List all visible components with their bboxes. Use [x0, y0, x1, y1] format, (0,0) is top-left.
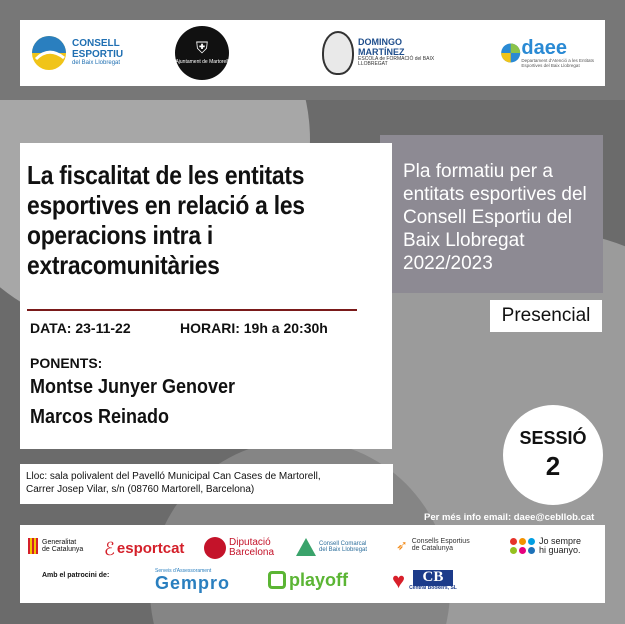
diputacio-icon	[204, 537, 226, 559]
consell-comarcal-line-1: Consell Comarcal	[319, 540, 367, 547]
esportcat-icon: ℰ	[104, 539, 115, 559]
gempro-name: Gempro	[155, 573, 231, 594]
gempro-logo	[155, 569, 230, 593]
generalitat-line-1: Generalitat	[42, 538, 77, 546]
generalitat-logo	[28, 538, 83, 554]
consell-comarcal-logo	[296, 538, 367, 556]
diputacio-logo	[204, 537, 274, 559]
session-number: 2	[545, 451, 561, 481]
location-line-1: Lloc: sala polivalent del Pavelló Municipal Can Cases de Martorell,	[26, 471, 321, 482]
session-title: La fiscalitat de les entitats esportives en relació a les operacions intra i extracomunitàries	[27, 160, 305, 280]
ajuntament-label: Ajuntament de Martorell	[175, 58, 229, 65]
consells-esportius-line-2: de Catalunya	[411, 545, 453, 553]
location-box	[20, 464, 393, 504]
location-line-2: Carrer Josep Vilar, s/n (08760 Martorell, Barcelona)	[26, 484, 255, 495]
dots-icon	[510, 538, 535, 554]
consell-label: CONSELL	[72, 38, 120, 50]
daee-subtitle: Departament d'Atenció a les Entitats Esportives del Baix Llobregat	[521, 57, 595, 68]
playoff-label: playoff	[289, 570, 349, 590]
portrait-icon	[322, 31, 354, 75]
daee-logo	[500, 26, 600, 80]
cb-subtitle: Central Bookers, SL	[409, 584, 457, 591]
consell-esportiu-logo	[30, 26, 140, 80]
speakers-label: PONENTS:	[30, 355, 103, 371]
esportcat-label: esportcat	[116, 540, 185, 558]
generalitat-line-2: de Catalunya	[42, 546, 84, 553]
jo-sempre-line-2: hi guanyo.	[539, 545, 581, 556]
central-bookers-logo	[392, 569, 457, 592]
runner-icon: ➶	[396, 537, 408, 553]
baix-llobregat-label: del Baix Llobregat	[72, 60, 121, 67]
consell-comarcal-line-2: del Baix Llobregat	[319, 547, 368, 553]
daee-icon	[500, 35, 521, 71]
session-label: SESSIÓ	[519, 428, 587, 448]
sponsorship-label: Amb el patrocini de:	[42, 572, 110, 579]
consells-esportius-logo	[396, 538, 470, 553]
daee-name: daee	[521, 36, 567, 59]
cb-name: CB	[413, 570, 454, 586]
playoff-logo	[268, 571, 348, 590]
playoff-icon	[268, 571, 286, 589]
dm-name-1: DOMINGO	[358, 37, 403, 48]
session-number-badge	[503, 405, 603, 505]
consell-esportiu-icon	[30, 34, 68, 72]
sponsors-bar	[20, 525, 605, 603]
esportiu-label: ESPORTIU	[72, 48, 124, 60]
header-logo-bar	[20, 20, 605, 86]
crest-icon: ⛨	[195, 39, 208, 57]
esportcat-logo	[104, 540, 184, 558]
senyera-icon	[28, 538, 38, 554]
dm-subtitle: ESCOLA de FORMACIÓ del BAIX LLOBREGAT	[358, 56, 435, 68]
gempro-subtitle: Serveis d'Assessorament	[155, 568, 212, 574]
title-divider	[27, 309, 357, 311]
consells-esportius-line-1: Consells Esportius	[411, 538, 470, 545]
speaker-name: Marcos Reinado	[30, 406, 170, 428]
session-date: DATA: 23-11-22	[30, 320, 131, 336]
speaker-name: Montse Junyer Genover	[30, 376, 236, 398]
domingo-martinez-logo	[322, 26, 452, 80]
dm-name-2: MARTÍNEZ	[358, 46, 405, 57]
diputacio-line-2: Barcelona	[229, 547, 275, 558]
diputacio-line-1: Diputació	[229, 536, 271, 548]
triangle-icon	[296, 538, 316, 556]
program-text: Pla formatiu per a entitats esportives del Consell Esportiu del Baix Llobregat 2022/2023	[403, 161, 587, 274]
ajuntament-logo	[174, 26, 230, 80]
jo-sempre-line-1: Jo sempre	[539, 536, 582, 546]
modality-badge: Presencial	[490, 300, 602, 332]
contact-email: Per més info email: daee@cebllob.cat	[424, 512, 595, 523]
jo-sempre-logo	[510, 537, 581, 556]
heart-icon: ♥	[392, 568, 406, 593]
session-time: HORARI: 19h a 20:30h	[180, 320, 328, 336]
